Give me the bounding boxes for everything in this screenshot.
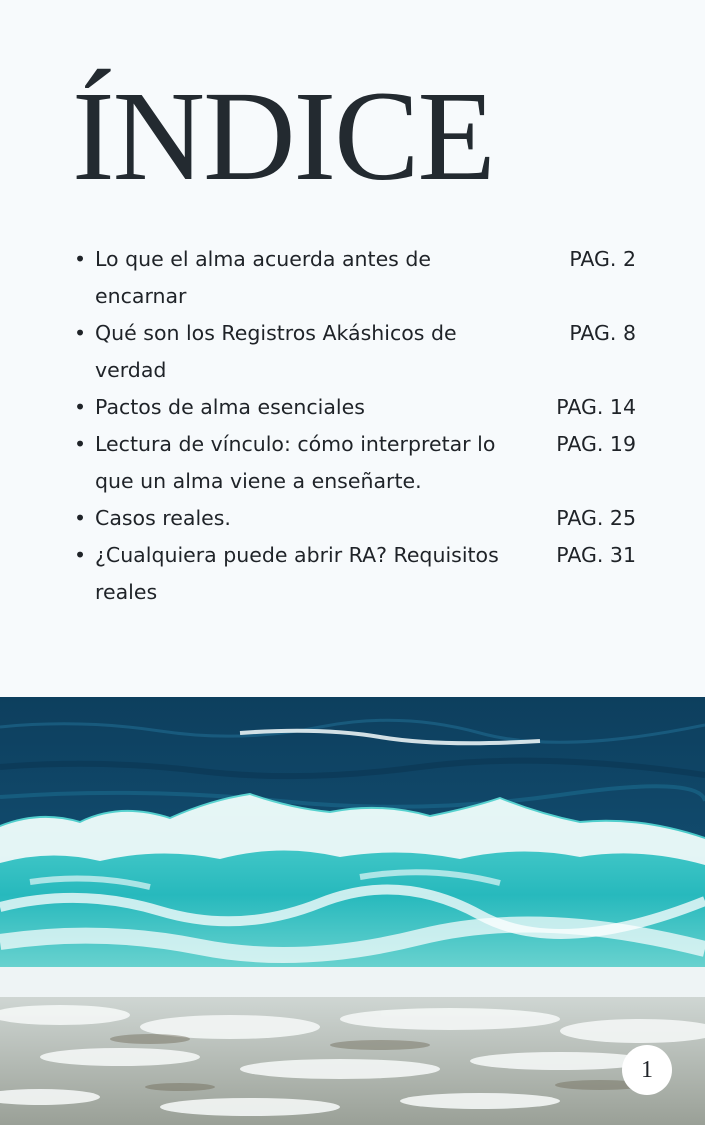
toc-item-title: Qué son los Registros Akáshicos de verdad [95, 321, 457, 382]
bullet-icon: • [74, 395, 87, 419]
page-title: ÍNDICE [72, 65, 494, 207]
toc-item[interactable] [74, 426, 636, 500]
toc-item-page: PAG. 19 [556, 432, 636, 456]
toc-item[interactable] [74, 537, 636, 611]
bullet-icon: • [74, 247, 87, 271]
page-number-badge: 1 [622, 1045, 672, 1095]
toc-item[interactable] [74, 315, 636, 389]
bullet-icon: • [74, 321, 87, 345]
toc-item-page: PAG. 31 [556, 543, 636, 567]
bullet-icon: • [74, 543, 87, 567]
toc-item-page: PAG. 2 [569, 247, 636, 271]
toc-item-page: PAG. 25 [556, 506, 636, 530]
toc-item-page: PAG. 14 [556, 395, 636, 419]
toc-item-title: Pactos de alma esenciales [95, 395, 365, 419]
toc-item-title: ¿Cualquiera puede abrir RA? Requisitos reales [95, 543, 499, 604]
toc-item-page: PAG. 8 [569, 321, 636, 345]
toc-item[interactable] [74, 500, 636, 537]
toc-item-title: Lectura de vínculo: cómo interpretar lo que un alma viene a enseñarte. [95, 432, 496, 493]
toc-item[interactable] [74, 389, 636, 426]
ocean-wave-image [0, 697, 705, 1125]
bullet-icon: • [74, 432, 87, 456]
table-of-contents [74, 241, 636, 611]
bullet-icon: • [74, 506, 87, 530]
toc-item-title: Lo que el alma acuerda antes de encarnar [95, 247, 432, 308]
toc-item-title: Casos reales. [95, 506, 231, 530]
toc-item[interactable] [74, 241, 636, 315]
